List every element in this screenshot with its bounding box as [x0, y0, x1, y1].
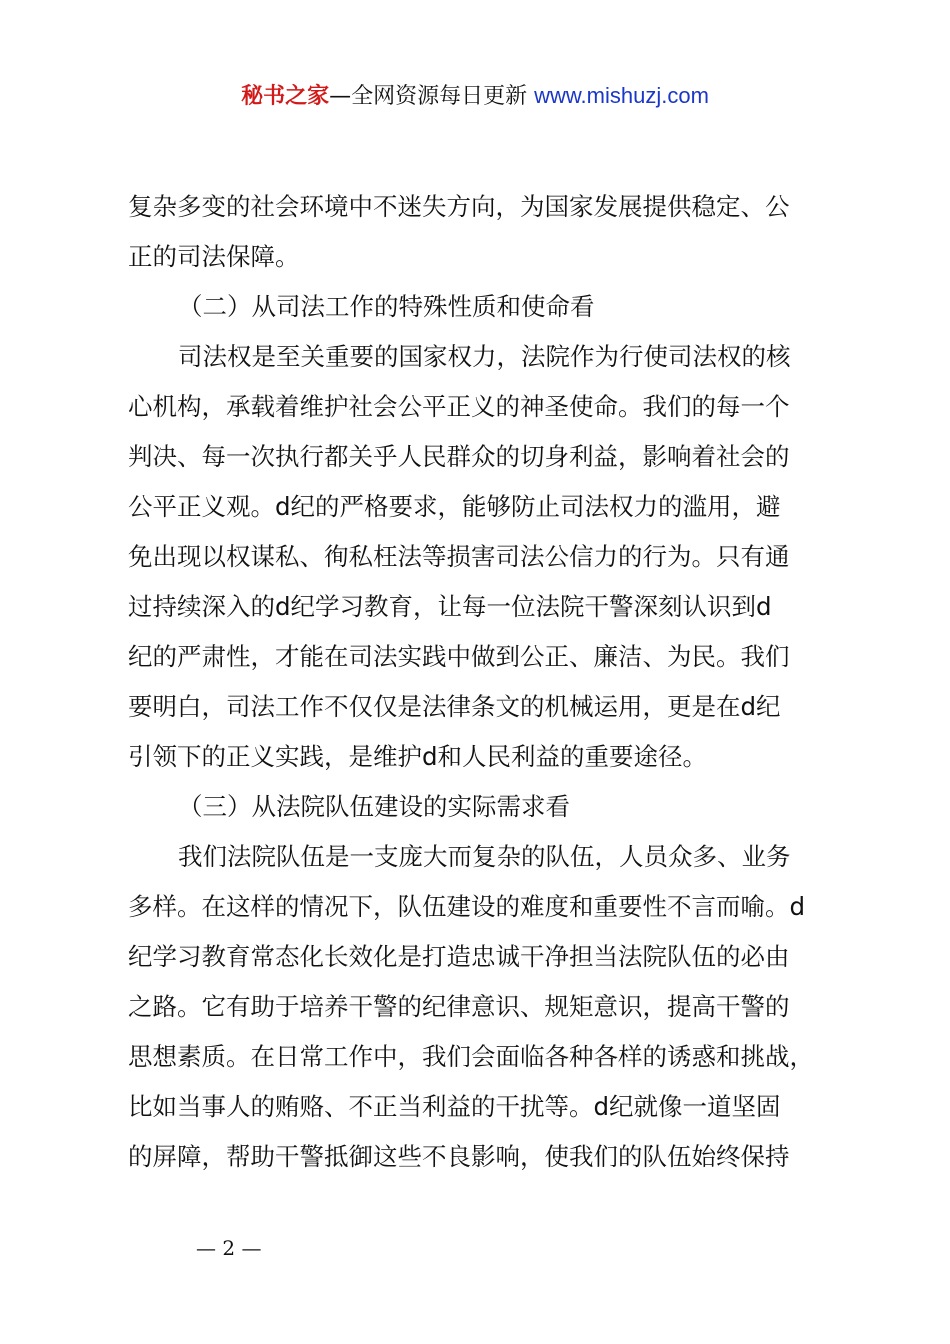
site-brand: 秘书之家	[241, 84, 330, 109]
text-line: 过持续深入的d纪学习教育，让每一位法院干警深刻认识到d	[128, 592, 772, 621]
text-line: 心机构，承载着维护社会公平正义的神圣使命。我们的每一个	[128, 392, 790, 421]
section-heading: （二）从司法工作的特殊性质和使命看	[178, 292, 595, 321]
text-line: 之路。它有助于培养干警的纪律意识、规矩意识，提高干警的	[128, 992, 790, 1021]
text-line: 引领下的正义实践，是维护d和人民利益的重要途径。	[128, 742, 708, 771]
text-line: 我们法院队伍是一支庞大而复杂的队伍，人员众多、业务	[178, 842, 791, 871]
text-line: 免出现以权谋私、徇私枉法等损害司法公信力的行为。只有通	[128, 542, 790, 571]
text-line: 正的司法保障。	[128, 242, 300, 271]
site-header	[0, 80, 950, 113]
text-line: 思想素质。在日常工作中，我们会面临各种各样的诱惑和挑战，	[128, 1042, 814, 1071]
text-line: 要明白，司法工作不仅仅是法律条文的机械运用，更是在d纪	[128, 692, 781, 721]
section-heading: （三）从法院队伍建设的实际需求看	[178, 792, 570, 821]
text-line: 复杂多变的社会环境中不迷失方向，为国家发展提供稳定、公	[128, 192, 790, 221]
page-number: — 2 —	[196, 1236, 262, 1260]
text-line: 司法权是至关重要的国家权力，法院作为行使司法权的核	[178, 342, 791, 371]
document-body	[128, 182, 836, 1182]
text-line: 比如当事人的贿赂、不正当利益的干扰等。d纪就像一道坚固	[128, 1092, 781, 1121]
text-line: 判决、每一次执行都关乎人民群众的切身利益，影响着社会的	[128, 442, 790, 471]
text-line: 纪学习教育常态化长效化是打造忠诚干净担当法院队伍的必由	[128, 942, 790, 971]
text-line: 纪的严肃性，才能在司法实践中做到公正、廉洁、为民。我们	[128, 642, 790, 671]
site-url-link[interactable]: www.mishuzj.com	[534, 83, 709, 108]
text-line: 多样。在这样的情况下，队伍建设的难度和重要性不言而喻。d	[128, 892, 806, 921]
text-line: 公平正义观。d纪的严格要求，能够防止司法权力的滥用，避	[128, 492, 781, 521]
site-tagline: —全网资源每日更新	[329, 84, 535, 109]
text-line: 的屏障，帮助干警抵御这些不良影响，使我们的队伍始终保持	[128, 1142, 790, 1171]
